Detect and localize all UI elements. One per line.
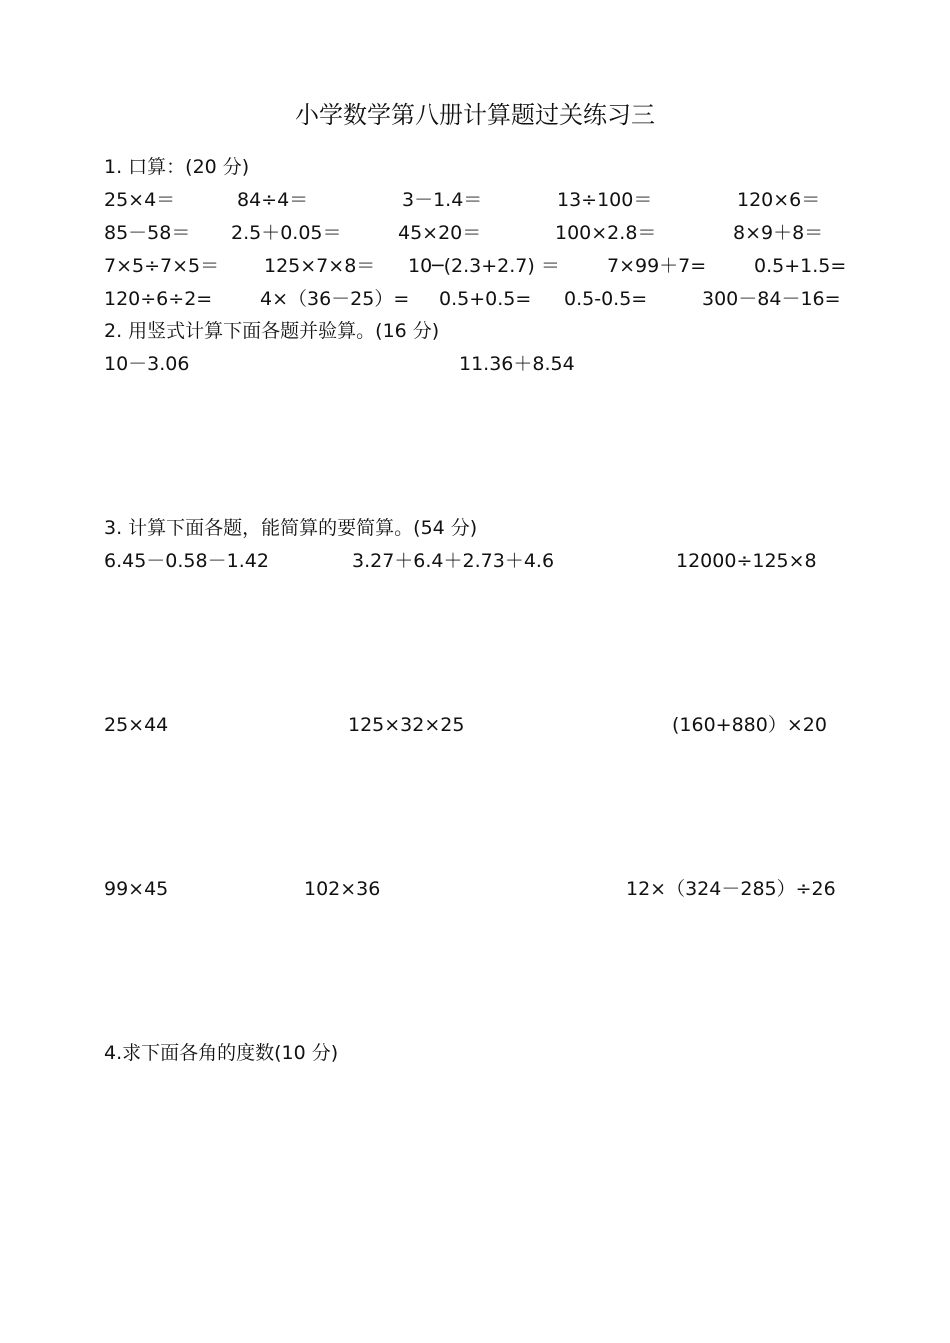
calc-problem: 102×36 [304, 878, 381, 900]
oral-problem: 120÷6÷2= [104, 288, 213, 310]
oral-problem: 8×9＋8＝ [733, 222, 824, 244]
oral-problem: 2.5＋0.05＝ [231, 222, 342, 244]
vertical-calc-problem: 11.36＋8.54 [459, 353, 575, 375]
oral-problem: 300－84－16= [702, 288, 841, 310]
oral-problem: 84÷4＝ [237, 189, 309, 211]
oral-problem: 10─(2.3+2.7) ＝ [408, 255, 560, 277]
calc-problem: 125×32×25 [348, 714, 465, 736]
vertical-calc-problem: 10－3.06 [104, 353, 190, 375]
oral-problem: 7×5÷7×5＝ [104, 255, 220, 277]
oral-problem: 0.5+0.5= [439, 288, 532, 310]
calc-problem: 12×（324－285）÷26 [626, 878, 836, 900]
oral-problem: 25×4＝ [104, 189, 176, 211]
oral-problem: 125×7×8＝ [264, 255, 376, 277]
oral-problem: 7×99＋7= [607, 255, 707, 277]
oral-problem: 100×2.8＝ [555, 222, 657, 244]
calc-problem: 6.45－0.58－1.42 [104, 550, 269, 572]
oral-problem: 120×6＝ [737, 189, 821, 211]
oral-problem: 13÷100＝ [557, 189, 653, 211]
calc-problem: 12000÷125×8 [676, 550, 817, 572]
calc-problem: 3.27＋6.4＋2.73＋4.6 [352, 550, 555, 572]
calc-problem: (160+880）×20 [672, 714, 827, 736]
oral-problem: 4×（36－25）= [260, 288, 410, 310]
page-title: 小学数学第八册计算题过关练习三 [295, 101, 655, 129]
oral-problem: 45×20＝ [398, 222, 482, 244]
oral-problem: 0.5+1.5= [754, 255, 847, 277]
oral-problem: 0.5-0.5= [564, 288, 648, 310]
section2-heading: 2. 用竖式计算下面各题并验算。(16 分) [104, 320, 440, 342]
section1-heading: 1. 口算：(20 分) [104, 156, 250, 178]
calc-problem: 25×44 [104, 714, 169, 736]
section3-heading: 3. 计算下面各题，能简算的要简算。(54 分) [104, 517, 478, 539]
calc-problem: 99×45 [104, 878, 169, 900]
oral-problem: 3－1.4＝ [402, 189, 483, 211]
section4-heading: 4.求下面各角的度数(10 分) [104, 1042, 339, 1064]
oral-problem: 85－58＝ [104, 222, 191, 244]
